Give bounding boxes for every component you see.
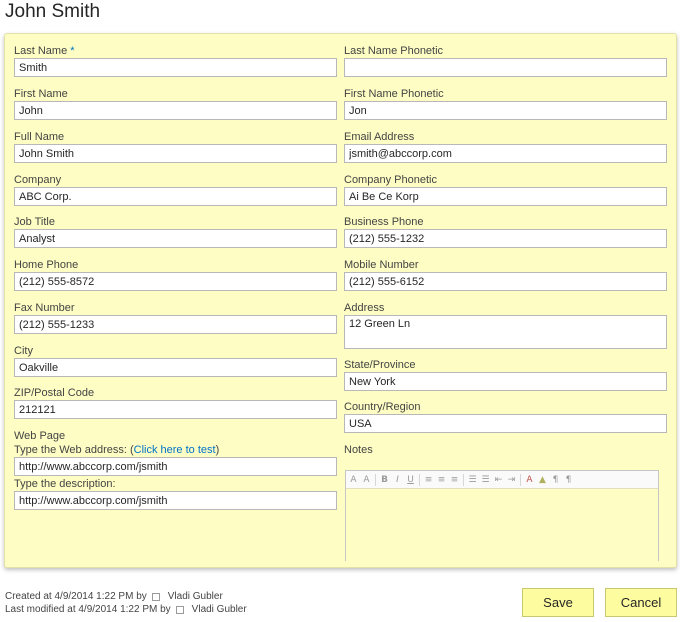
state-input[interactable] xyxy=(344,372,667,391)
modified-text: Last modified at 4/9/2014 1:22 PM by xyxy=(5,604,171,615)
created-user[interactable]: Vladi Gubler xyxy=(167,591,223,602)
mobile-number-label: Mobile Number xyxy=(344,259,419,271)
city-input[interactable] xyxy=(14,358,337,377)
ltr-icon[interactable]: ¶ xyxy=(552,474,559,485)
fax-number-field xyxy=(14,301,337,334)
notes-toolbar xyxy=(346,471,658,489)
last-name-phonetic-input[interactable] xyxy=(344,58,667,77)
home-phone-input[interactable] xyxy=(14,272,337,291)
toolbar-divider xyxy=(520,474,521,486)
mobile-number-field xyxy=(344,258,667,291)
home-phone-field xyxy=(14,258,337,291)
web-description-input[interactable] xyxy=(14,491,337,510)
country-field xyxy=(344,400,667,433)
toolbar-divider xyxy=(375,474,376,486)
first-name-input[interactable] xyxy=(14,101,337,120)
italic-icon[interactable]: I xyxy=(396,474,399,485)
font-color-a-icon[interactable]: A xyxy=(350,474,357,485)
email-label: Email Address xyxy=(344,131,415,143)
text-color-icon[interactable]: A xyxy=(526,474,533,485)
company-phonetic-input[interactable] xyxy=(344,187,667,206)
highlight-icon[interactable]: ▲ xyxy=(539,474,546,485)
last-name-input[interactable] xyxy=(14,58,337,77)
address-field xyxy=(344,301,667,349)
first-name-label: First Name xyxy=(14,88,68,100)
bulleted-list-icon[interactable]: ☰ xyxy=(481,474,490,485)
notes-label: Notes xyxy=(344,444,373,456)
align-left-icon[interactable]: ≡ xyxy=(424,474,433,485)
mobile-number-input[interactable] xyxy=(344,272,667,291)
created-text: Created at 4/9/2014 1:22 PM by xyxy=(5,591,147,602)
company-input[interactable] xyxy=(14,187,337,206)
full-name-input[interactable] xyxy=(14,144,337,163)
state-label: State/Province xyxy=(344,359,416,371)
last-name-phonetic-field xyxy=(344,44,667,77)
business-phone-field xyxy=(344,215,667,248)
created-info xyxy=(5,591,223,602)
first-name-field xyxy=(14,87,337,120)
email-input[interactable] xyxy=(344,144,667,163)
modified-info xyxy=(5,604,247,615)
company-label: Company xyxy=(14,174,62,186)
bold-icon[interactable]: B xyxy=(381,474,388,485)
first-name-phonetic-field xyxy=(344,87,667,120)
rtl-icon[interactable]: ¶ xyxy=(565,474,572,485)
increase-indent-icon[interactable]: ⇥ xyxy=(507,474,516,485)
address-label: Address xyxy=(344,302,385,314)
first-name-phonetic-label: First Name Phonetic xyxy=(344,88,444,100)
web-address-input[interactable] xyxy=(14,457,337,476)
zip-field xyxy=(14,386,337,419)
presence-icon xyxy=(152,593,160,601)
cancel-button[interactable]: Cancel xyxy=(605,588,677,617)
page-title: John Smith xyxy=(5,1,101,22)
toolbar-divider xyxy=(419,474,420,486)
contact-form-panel xyxy=(4,33,677,568)
align-center-icon[interactable]: ≡ xyxy=(437,474,446,485)
fax-number-label: Fax Number xyxy=(14,302,75,314)
save-button[interactable]: Save xyxy=(522,588,594,617)
web-address-prompt: Type the Web address: (Click here to test) xyxy=(14,444,220,456)
city-field xyxy=(14,344,337,377)
job-title-input[interactable] xyxy=(14,229,337,248)
last-name-field xyxy=(14,44,337,77)
email-field xyxy=(344,130,667,163)
full-name-label: Full Name xyxy=(14,131,65,143)
last-name-phonetic-label: Last Name Phonetic xyxy=(344,45,444,57)
web-page-label: Web Page xyxy=(14,430,66,442)
presence-icon xyxy=(176,606,184,614)
address-input[interactable] xyxy=(344,315,667,349)
last-name-label: Last Name * xyxy=(14,45,75,57)
zip-label: ZIP/Postal Code xyxy=(14,387,95,399)
fax-number-input[interactable] xyxy=(14,315,337,334)
country-label: Country/Region xyxy=(344,401,421,413)
company-field xyxy=(14,173,337,206)
first-name-phonetic-input[interactable] xyxy=(344,101,667,120)
notes-editor xyxy=(345,470,659,561)
modified-user[interactable]: Vladi Gubler xyxy=(191,604,247,615)
job-title-label: Job Title xyxy=(14,216,55,228)
test-link[interactable]: Click here to test xyxy=(133,444,216,456)
notes-input[interactable] xyxy=(346,489,658,561)
city-label: City xyxy=(14,345,33,357)
state-field xyxy=(344,358,667,391)
web-page-field xyxy=(14,429,337,510)
notes-field xyxy=(344,443,373,457)
business-phone-label: Business Phone xyxy=(344,216,424,228)
toolbar-divider xyxy=(463,474,464,486)
country-input[interactable] xyxy=(344,414,667,433)
full-name-field xyxy=(14,130,337,163)
align-right-icon[interactable]: ≡ xyxy=(450,474,459,485)
home-phone-label: Home Phone xyxy=(14,259,79,271)
decrease-indent-icon[interactable]: ⇤ xyxy=(494,474,503,485)
company-phonetic-label: Company Phonetic xyxy=(344,174,437,186)
required-marker: * xyxy=(70,45,75,57)
zip-input[interactable] xyxy=(14,400,337,419)
underline-icon[interactable]: U xyxy=(407,474,414,485)
numbered-list-icon[interactable]: ☰ xyxy=(468,474,477,485)
web-description-prompt: Type the description: xyxy=(14,478,116,490)
job-title-field xyxy=(14,215,337,248)
font-size-icon[interactable]: A xyxy=(363,474,370,485)
company-phonetic-field xyxy=(344,173,667,206)
business-phone-input[interactable] xyxy=(344,229,667,248)
